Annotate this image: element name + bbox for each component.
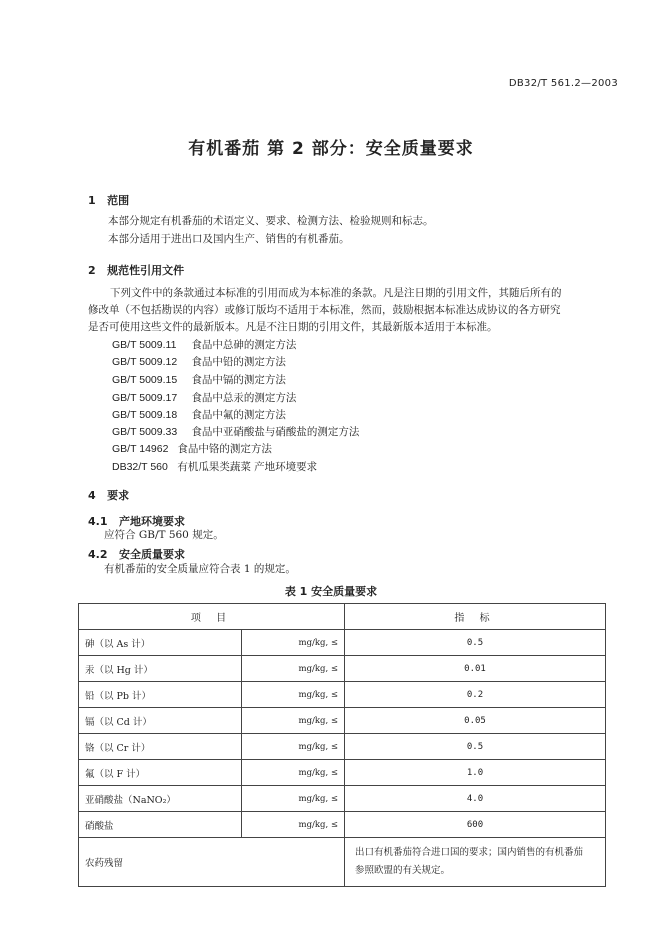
section-number: 2 [88,264,96,277]
section-title: 安全质量要求 [119,548,185,561]
item-name: 铅（以 Pb 计） [79,682,242,708]
item-value: 0.05 [345,708,606,734]
item-unit: mg/kg, ≤ [242,630,345,656]
table-row [79,786,606,812]
item-value: 0.2 [345,682,606,708]
item-value: 600 [345,812,606,838]
reference-title: 食品中总汞的测定方法 [191,392,297,404]
paragraph-line: 修改单（不包括勘误的内容）或修订版均不适用于本标准，然而，鼓励根据本标准达成协议的各方研究 [88,304,561,316]
note-line: 参照欧盟的有关规定。 [355,865,451,876]
reference-item [112,372,286,387]
paragraph-line: 本部分规定有机番茄的术语定义、要求、检测方法、检验规则和标志。 [108,215,434,227]
reference-item [112,459,317,474]
reference-code: GB/T 5009.12 [112,356,178,368]
reference-title: 食品中镉的测定方法 [191,374,286,386]
table-row [79,838,606,887]
item-name: 氟（以 F 计） [79,760,242,786]
item-name: 镉（以 Cd 计） [79,708,242,734]
document-code: DB32/T 561.2—2003 [508,78,618,89]
item-unit: mg/kg, ≤ [242,760,345,786]
section-title: 要求 [107,489,130,502]
reference-code: GB/T 5009.15 [112,374,178,386]
reference-title: 食品中铬的测定方法 [177,443,272,455]
item-value: 1.0 [345,760,606,786]
reference-title: 食品中总砷的测定方法 [191,339,297,351]
table-row [79,812,606,838]
item-unit: mg/kg, ≤ [242,708,345,734]
reference-code: DB32/T 560 [112,461,168,473]
reference-code: GB/T 5009.33 [112,426,178,438]
section-4-heading [88,487,129,503]
paragraph-line: 应符合 GB/T 560 规定。 [104,529,224,541]
safety-quality-table [78,603,606,887]
reference-item [112,337,296,352]
item-name: 铬（以 Cr 计） [79,734,242,760]
item-unit: mg/kg, ≤ [242,734,345,760]
item-name: 农药残留 [79,838,345,887]
reference-code: GB/T 14962 [112,443,169,455]
item-value: 0.5 [345,734,606,760]
reference-item [112,390,296,405]
item-unit: mg/kg, ≤ [242,812,345,838]
paragraph-line: 本部分适用于进出口及国内生产、销售的有机番茄。 [108,233,350,245]
item-note [345,838,606,887]
table-row [79,656,606,682]
table-row [79,734,606,760]
item-unit: mg/kg, ≤ [242,682,345,708]
reference-item [112,407,286,422]
section-title: 规范性引用文件 [107,264,185,277]
section-title: 范围 [107,194,130,207]
table-row [79,760,606,786]
page-title: 有机番茄 第 2 部分：安全质量要求 [188,139,474,159]
item-value: 4.0 [345,786,606,812]
note-line: 出口有机番茄符合进口国的要求；国内销售的有机番茄 [355,847,584,858]
section-number: 4 [88,489,96,502]
paragraph-line: 下列文件中的条款通过本标准的引用而成为本标准的条款。凡是注日期的引用文件，其随后所有的 [110,287,562,299]
reference-code: GB/T 5009.18 [112,409,178,421]
table-row [79,682,606,708]
section-number: 4.2 [88,548,108,561]
item-name: 汞（以 Hg 计） [79,656,242,682]
item-name: 砷（以 As 计） [79,630,242,656]
table-row [79,708,606,734]
section-2-heading [88,262,184,278]
item-value: 0.01 [345,656,606,682]
reference-title: 食品中铅的测定方法 [191,356,286,368]
section-number: 4.1 [88,515,108,528]
reference-title: 食品中氟的测定方法 [191,409,286,421]
column-header-item: 项 目 [79,604,345,630]
section-title: 产地环境要求 [119,515,185,528]
item-unit: mg/kg, ≤ [242,786,345,812]
paragraph-line: 是否可使用这些文件的最新版本。凡是不注日期的引用文件，其最新版本适用于本标准。 [88,321,498,333]
item-name: 亚硝酸盐（NaNO₂） [79,786,242,812]
reference-code: GB/T 5009.17 [112,392,178,404]
section-4-2-heading [88,546,185,562]
item-name: 硝酸盐 [79,812,242,838]
reference-item [112,424,359,439]
table-caption: 表 1 安全质量要求 [284,585,378,598]
section-number: 1 [88,194,96,207]
column-header-value: 指 标 [345,604,606,630]
reference-title: 有机瓜果类蔬菜 产地环境要求 [177,461,318,473]
table-row [79,630,606,656]
reference-item [112,441,272,456]
reference-item [112,354,286,369]
section-1-heading [88,192,129,208]
paragraph-line: 有机番茄的安全质量应符合表 1 的规定。 [104,563,296,575]
reference-code: GB/T 5009.11 [112,339,177,351]
table-header-row [79,604,606,630]
item-unit: mg/kg, ≤ [242,656,345,682]
item-value: 0.5 [345,630,606,656]
reference-title: 食品中亚硝酸盐与硝酸盐的测定方法 [191,426,360,438]
